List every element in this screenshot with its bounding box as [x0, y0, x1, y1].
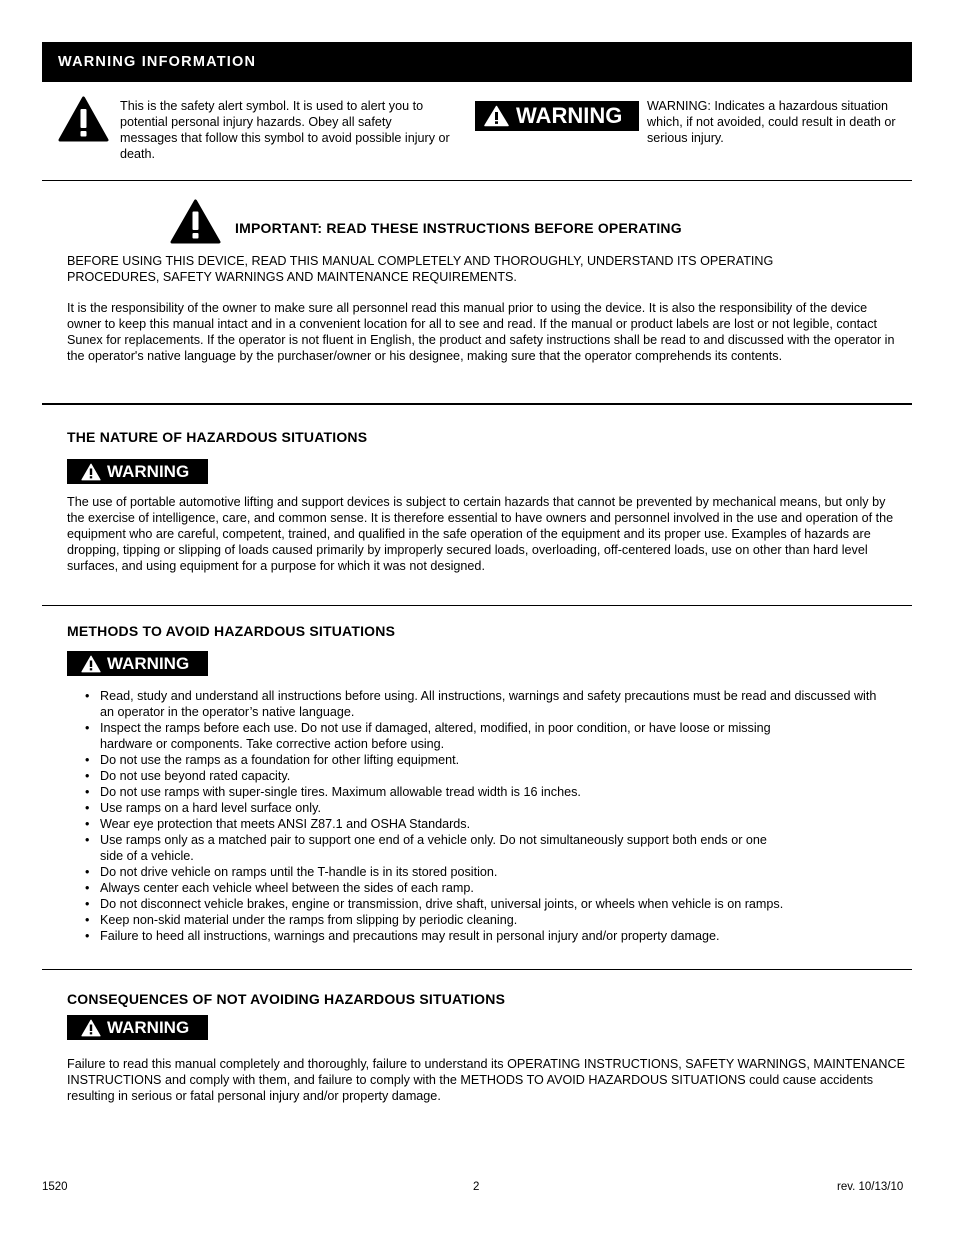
- list-item: • Do not drive vehicle on ramps until the T-handle is in its stored position.: [67, 864, 877, 880]
- warning-triangle-icon: [484, 105, 509, 127]
- list-item: • Use ramps on a hard level surface only.: [67, 800, 877, 816]
- important-title: IMPORTANT: READ THESE INSTRUCTIONS BEFORE OPERATING: [235, 220, 682, 236]
- warning-triangle-icon: [81, 1019, 101, 1037]
- warning-badge: [67, 1015, 208, 1040]
- nature-paragraph: The use of portable automotive lifting and support devices is subject to certain hazards that cannot be prevented by mechanical means, but only by the exercise of intelligence, care, and common sense. It is therefore essential to have owners and personnel involved in the use and operation of the equipment who are careful, competent, trained, and qualified in the safe operation of the equipment and its proper use. Examples of hazards are dropping, tipping or slipping of loads caused primarily by improperly secured loads, overloading, off-centered loads, use on other than hard level surfaces, and using equipment for a purpose for which it was not designed.: [67, 495, 894, 573]
- divider: [42, 180, 912, 181]
- important-paragraph-1: BEFORE USING THIS DEVICE, READ THIS MANUAL COMPLETELY AND THOROUGHLY, UNDERSTAND ITS OPERATING PROCEDURES, SAFETY WARNINGS AND MAINTENANCE REQUIREMENTS.: [67, 254, 774, 284]
- model-number: 1520: [42, 1181, 68, 1193]
- methods-title: METHODS TO AVOID HAZARDOUS SITUATIONS: [67, 623, 396, 639]
- safety-alert-triangle-icon: [58, 96, 109, 142]
- warning-triangle-icon: [81, 463, 101, 481]
- list-item: • Always center each vehicle wheel between the sides of each ramp.: [67, 880, 877, 896]
- warning-badge: [67, 459, 208, 484]
- methods-bullet-list: [67, 688, 877, 944]
- warning-badge-label: WARNING: [107, 653, 190, 673]
- warning-badge-label: WARNING: [516, 103, 623, 128]
- list-item: • Do not use the ramps as a foundation for other lifting equipment.: [67, 752, 877, 768]
- list-item: • Keep non-skid material under the ramps from slipping by periodic cleaning.: [67, 912, 877, 928]
- warning-badge: [67, 651, 208, 676]
- list-item: • Do not use ramps with super-single tires. Maximum allowable tread width is 16 inches.: [67, 784, 877, 800]
- alert-symbol-description: This is the safety alert symbol. It is used to alert you to potential personal injury hazards. Obey all safety messages that follow this symbol to avoid possible injury or death.: [120, 99, 450, 161]
- divider: [42, 605, 912, 606]
- list-item: • Failure to heed all instructions, warnings and precautions may result in personal injury and/or property damage.: [67, 928, 877, 944]
- list-item: • Do not use beyond rated capacity.: [67, 768, 877, 784]
- consequences-title: CONSEQUENCES OF NOT AVOIDING HAZARDOUS SITUATIONS: [67, 991, 506, 1007]
- warning-definition: WARNING: Indicates a hazardous situation which, if not avoided, could result in death or serious injury.: [647, 99, 896, 145]
- warning-badge-large: [475, 101, 639, 131]
- warning-badge-label: WARNING: [107, 1017, 190, 1037]
- consequences-paragraph: Failure to read this manual completely and thoroughly, failure to understand its OPERATING INSTRUCTIONS, SAFETY WARNINGS, MAINTENANCE INSTRUCTIONS and comply with them, and failure to comply with the METHODS TO AVOID HAZARDOUS SITUATIONS could cause accidents resulting in serious or fatal personal injury and/or property damage.: [67, 1057, 905, 1103]
- warning-badge-label: WARNING: [107, 461, 190, 481]
- section-header-bar: [42, 42, 912, 82]
- list-item: • Read, study and understand all instructions before using. All instructions, warnings and safety precautions must be read and discussed with an operator in the operator’s native language.: [67, 688, 877, 720]
- important-paragraph-2: It is the responsibility of the owner to make sure all personnel read this manual prior to using the device. It is also the responsibility of the device owner to keep this manual intact and in a convenient location for all to see and read. If the manual or product labels are lost or not legible, contact Sunex for replacements. If the operator is not fluent in English, the product and safety instructions shall be read to and discussed with the operator in the operator's native language by the purchaser/owner or his designee, making sure that the operator comprehends its contents.: [67, 301, 895, 363]
- list-item: • Wear eye protection that meets ANSI Z87.1 and OSHA Standards.: [67, 816, 877, 832]
- page-number: 2: [473, 1181, 480, 1193]
- divider: [42, 403, 912, 405]
- divider: [42, 969, 912, 970]
- list-item: • Use ramps only as a matched pair to support one end of a vehicle only. Do not simultaneously support both ends or one side of a vehicle.: [67, 832, 780, 864]
- header-title: WARNING INFORMATION: [58, 54, 257, 70]
- revision-date: rev. 10/13/10: [837, 1181, 904, 1193]
- safety-alert-triangle-icon: [170, 199, 221, 244]
- nature-title: THE NATURE OF HAZARDOUS SITUATIONS: [67, 429, 368, 445]
- list-item: • Do not disconnect vehicle brakes, engine or transmission, drive shaft, universal joints, or wheels when vehicle is on ramps.: [67, 896, 877, 912]
- warning-triangle-icon: [81, 655, 101, 673]
- list-item: • Inspect the ramps before each use. Do not use if damaged, altered, modified, in poor condition, or have loose or missing hardware or components. Take corrective action before using.: [67, 720, 820, 752]
